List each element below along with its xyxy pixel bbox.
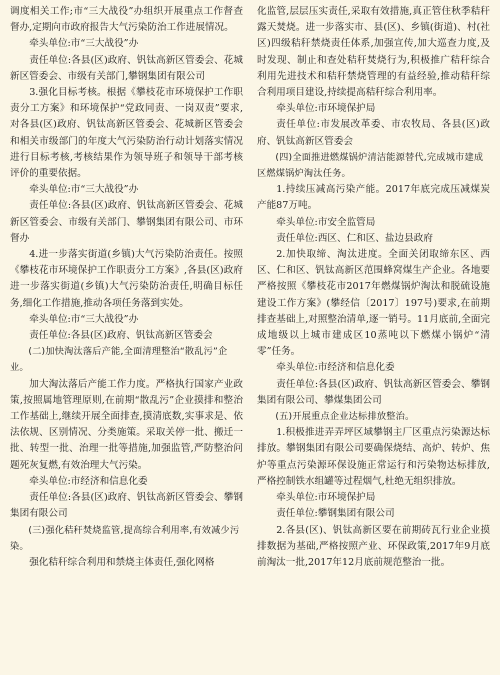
paragraph: 2.加快取缔、淘汰进度。全面关闭取缔东区、西区、仁和区、钒钛高新区范围蜂窝煤生产企业。各地要严格按照《攀枝花市2017年燃煤锅炉淘汰和脱硫设施建设工作方案》(攀经信〔2017〕197号)要求,在前期排查基础上,对照整治清单,逐一销号。11月底前,全面完成地级以上城市建成区10蒸吨以下燃煤小锅炉“清零”任务。 — [257, 249, 490, 358]
right-column — [257, 4, 490, 675]
paragraph: 强化秸秆综合利用和禁烧主体责任,强化网格 — [29, 556, 215, 568]
responsible-units: 责任单位:各县(区)政府、钒钛高新区管委会、花城新区管委会、市级有关部门,攀钢集团有限公司 — [10, 54, 243, 82]
paragraph: 1.持续压减高污染产能。2017年底完成压减煤炭产能87万吨。 — [257, 184, 490, 212]
lead-unit: 牵头单位:市“三大战役”办 — [29, 38, 139, 50]
lead-unit: 牵头单位:市环境保护局 — [276, 103, 376, 115]
responsible-units: 责任单位:西区、仁和区、盐边县政府 — [276, 232, 433, 244]
paragraph: 4.进一步落实街道(乡镇)大气污染防治责任。按照《攀枝花市环境保护工作职责分工方案》,各县(区)政府进一步落实街道(乡镇)大气污染防治责任,明确目标任务,细化工作措施,推动各项任务落到实处。 — [10, 249, 243, 309]
lead-unit: 牵头单位:市经济和信息化委 — [276, 362, 395, 374]
responsible-units: 责任单位:各县(区)政府、钒钛高新区管委会、攀钢集团有限公司 — [10, 492, 243, 520]
responsible-units: 责任单位:各县(区)政府、钒钛高新区管委会 — [29, 330, 213, 342]
responsible-units: 责任单位:各县(区)政府、钒钛高新区管委会、攀钢集团有限公司、攀煤集团公司 — [257, 378, 490, 406]
responsible-units: 责任单位:各县(区)政府、钒钛高新区管委会、花城新区管委会、市级有关部门、攀钢集团有限公司、市环督办 — [10, 200, 243, 244]
lead-unit: 牵头单位:市“三大战役”办 — [29, 313, 139, 325]
responsible-units: 责任单位:市发展改革委、市农牧局、各县(区)政府、钒钛高新区管委会 — [257, 119, 490, 147]
section-heading: (五)开展重点企业达标排放整治。 — [275, 411, 415, 423]
responsible-units: 责任单位:攀钢集团有限公司 — [276, 508, 395, 520]
paragraph: 1.积极推进弄弄坪区域攀钢主厂区重点污染源达标排放。攀钢集团有限公司要确保烧结、高炉、转炉、焦炉等重点污染源环保设施正常运行和污染物达标排放,严格控制铁水组罐等过程烟气,杜绝无组织排放。 — [257, 427, 490, 487]
lead-unit: 牵头单位:市环境保护局 — [276, 492, 376, 504]
lead-unit: 牵头单位:市“三大战役”办 — [29, 184, 139, 196]
lead-unit: 牵头单位:市安全监管局 — [276, 216, 376, 228]
left-column — [10, 4, 243, 675]
section-heading: (三)强化秸秆焚烧监管,提高综合利用率,有效减少污染。 — [10, 524, 240, 552]
paragraph: 加大淘汰落后产能工作力度。严格执行国家产业政策,按照属地管理原则,在前期“散乱污”企业摸排和整治工作基础上,继续开展全面排查,摸清底数,实事求是、依法依规、区别情况、分类施策。采取关停一批、搬迁一批、转型一批、治理一批等措施,加强监管,严防整治问题死灰复燃,有效治理大气污染。 — [10, 378, 243, 471]
lead-unit: 牵头单位:市经济和信息化委 — [29, 475, 148, 487]
paragraph: 调度相关工作;市“三大战役”办组织开展重点工作督查督办,定期向市政府报告大气污染防治工作进展情况。 — [10, 6, 243, 34]
section-heading: (二)加快淘汰落后产能,全面清理整治“散乱污”企业。 — [10, 346, 228, 374]
paragraph: 2.各县(区)、钒钛高新区要在前期砖瓦行业企业摸排数据为基础,严格按照产业、环保政策,2017年9月底前淘汰一批,2017年12月底前规范整治一批。 — [257, 524, 490, 568]
section-heading: (四)全面推进燃煤锅炉清洁能源替代,完成城市建成区燃煤锅炉淘汰任务。 — [257, 151, 484, 180]
paragraph: 化监管,层层压实责任,采取有效措施,真正管住秋季秸秆露天焚烧。进一步落实市、县(区)、乡镇(街道)、村(社区)四级秸秆禁烧责任体系,加强宣传,加大巡查力度,及时发现、制止和查处秸秆焚烧行为,积极推广秸秆综合利用先进技术和秸秆禁烧管理的有益经验,推动秸秆综合利用项目建设,持续提高秸秆综合利用率。 — [257, 6, 490, 99]
paragraph: 3.强化目标考核。根据《攀枝花市环境保护工作职责分工方案》和环境保护“党政同责、一岗双责”要求,对各县(区)政府、钒钛高新区管委会、花城新区管委会和相关市级部门的年度大气污染防治行动计划落实情况进行目标考核,考核结果作为领导班子和领导干部考核评价的重要依据。 — [10, 87, 243, 180]
